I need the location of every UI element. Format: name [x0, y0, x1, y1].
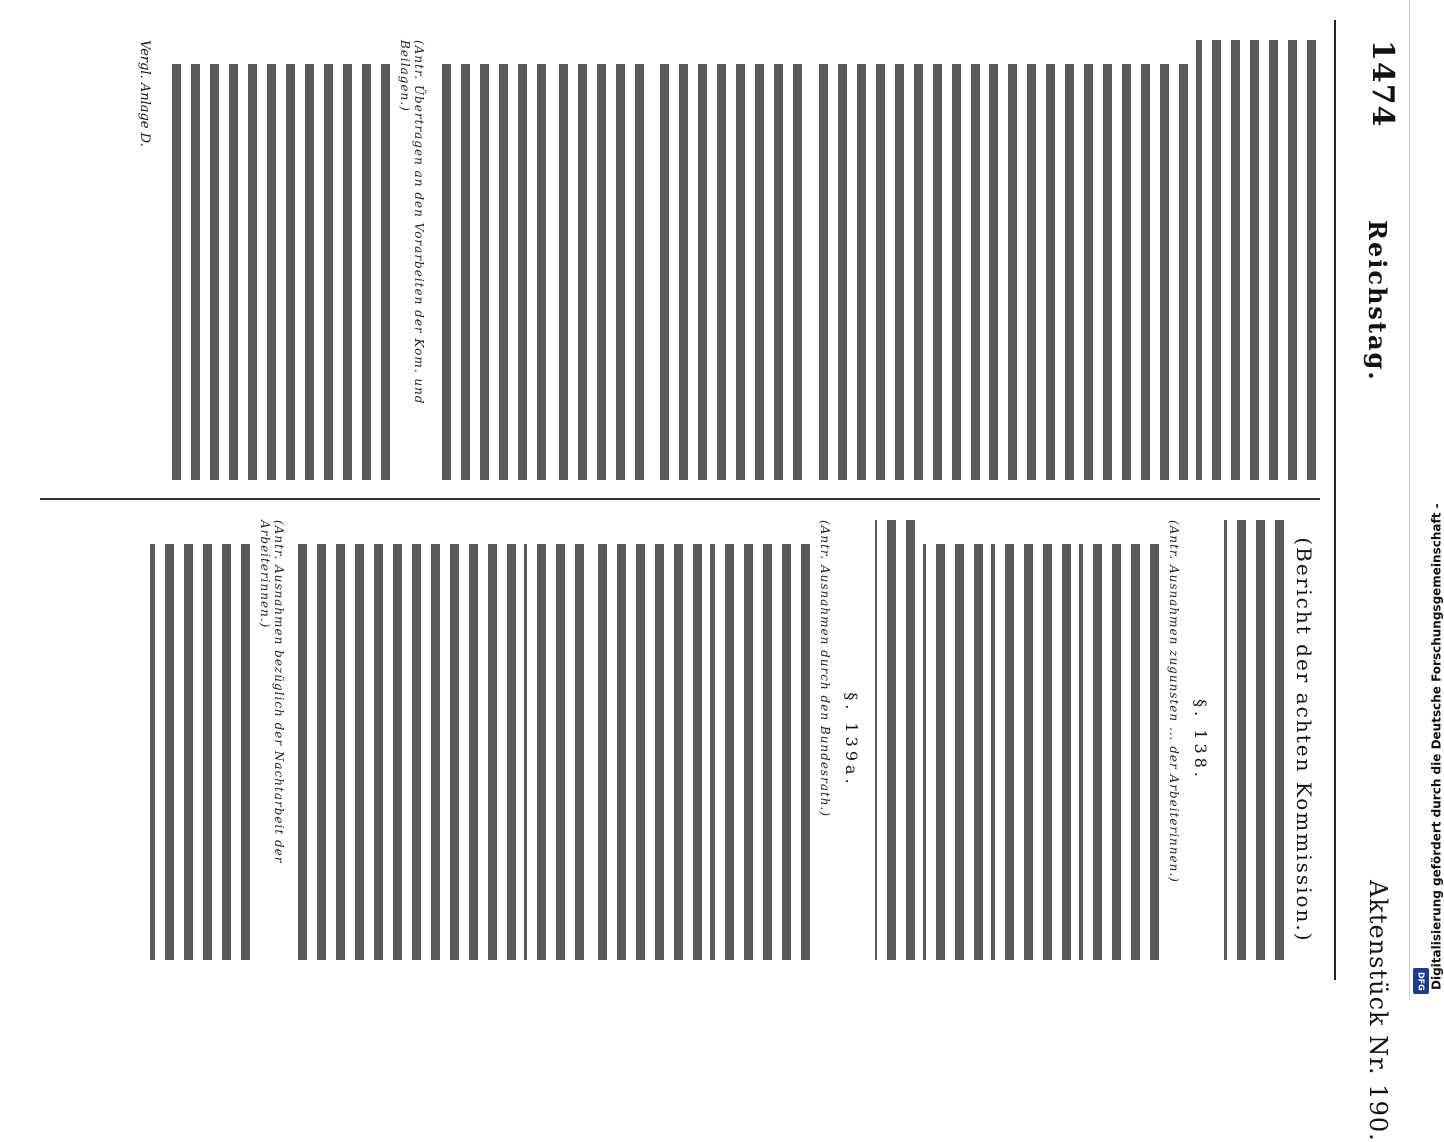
credit-strip	[1409, 0, 1444, 1000]
page-header	[1334, 20, 1406, 1142]
list-item	[923, 544, 983, 960]
paragraph	[554, 64, 644, 480]
dfg-logo-icon: DFG	[1413, 968, 1429, 994]
paragraph	[988, 64, 1188, 480]
paragraph	[1196, 40, 1316, 480]
list-item	[524, 544, 584, 960]
paragraph	[652, 64, 802, 480]
column-divider	[40, 498, 1320, 500]
left-column	[46, 40, 1316, 480]
paragraph	[150, 544, 250, 960]
paragraph	[1224, 520, 1284, 960]
paragraph	[810, 64, 980, 480]
header-subtitle: Aktenstück Nr. 190.	[1364, 880, 1392, 1142]
margin-note: (Antr. Ausnahmen zugunsten ... der Arbeiterinnen.)	[1167, 520, 1181, 883]
list-item	[592, 544, 702, 960]
paragraph	[1079, 544, 1159, 960]
margin-note: (Antr. Übertragen an den Vorarbeiten der Kom. und Beilagen.)	[398, 40, 426, 405]
margin-note: (Antr. Ausnahmen bezüglich der Nachtarbeit der Arbeiterinnen.)	[258, 520, 286, 864]
paragraph	[710, 544, 810, 960]
paragraph	[875, 520, 915, 960]
document-page	[26, 20, 1406, 1142]
section-heading: §. 138.	[1191, 699, 1210, 781]
section-heading: §. 139a.	[842, 692, 861, 788]
continuation-header: (Bericht der achten Kommission.)	[1292, 537, 1316, 943]
paragraph	[436, 64, 546, 480]
list-item	[991, 544, 1071, 960]
credit-text: Digitalisierung gefördert durch die Deutsche Forschungsgemeinschaft -	[1430, 503, 1444, 990]
margin-note: (Antr. Ausnahmen durch den Bundesrath.)	[818, 520, 832, 818]
footnote: Vergl. Anlage D.	[137, 40, 152, 147]
right-column	[46, 520, 1316, 960]
list-item	[296, 544, 516, 960]
header-title: Reichstag.	[1363, 220, 1392, 382]
page-number: 1474	[1365, 40, 1400, 128]
paragraph	[170, 64, 390, 480]
